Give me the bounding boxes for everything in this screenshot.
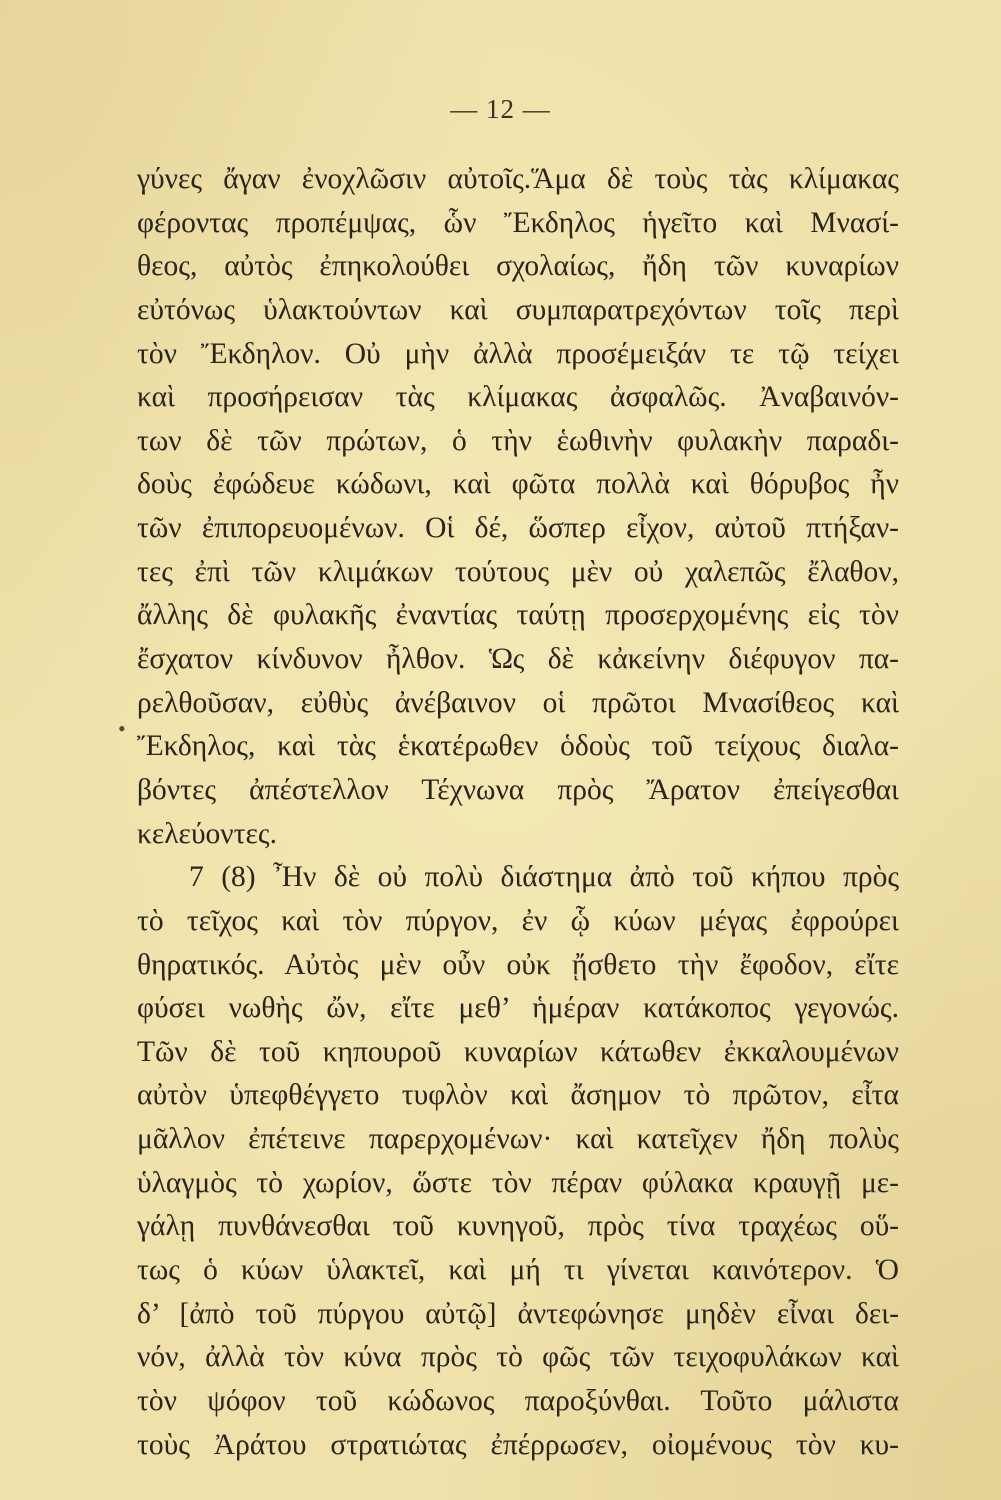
text-line: μᾶλλον ἐπέτεινε παρερχομένων· καὶ κατεῖχεν ἤδη πολὺς <box>137 1123 899 1156</box>
text-line: τῶν ἐπιπορευομένων. Οἱ δέ, ὥσπερ εἶχον, αὐτοῦ πτήξαν- <box>137 512 899 545</box>
text-line: βόντες ἀπέστελλον Τέχνωνα πρὸς Ἄρατον ἐπείγεσθαι <box>137 773 899 806</box>
text-line: τες ἐπὶ τῶν κλιμάκων τούτους μὲν οὐ χαλεπῶς ἔλαθον, <box>137 555 899 588</box>
text-line: γύνες ἄγαν ἐνοχλῶσιν αὐτοῖς.Ἅμα δὲ τοὺς τὰς κλίμακας <box>137 163 899 195</box>
text-line: τὸν ψόφον τοῦ κώδωνος παροξύνθαι. Τοῦτο μάλιστα <box>137 1384 899 1417</box>
text-line: γάλῃ πυνθάνεσθαι τοῦ κυνηγοῦ, πρὸς τίνα τραχέως οὕ- <box>137 1210 899 1243</box>
text-line: κελεύοντες. <box>137 817 277 850</box>
text-line: αὐτὸν ὑπεφθέγγετο τυφλὸν καὶ ἄσημον τὸ πρῶτον, εἶτα <box>137 1079 899 1112</box>
body-text <box>137 158 899 1467</box>
text-line: τὸ τεῖχος καὶ τὸν πύργον, ἐν ᾧ κύων μέγας ἐφρούρει <box>137 904 899 937</box>
text-line: φύσει νωθὴς ὤν, εἴτε μεθ’ ἡμέραν κατάκοπος γεγονώς. <box>137 992 899 1025</box>
text-line: δ’ [ἀπὸ τοῦ πύργου αὐτῷ] ἀντεφώνησε μηδὲν εἶναι δει- <box>137 1297 899 1330</box>
text-line: τοὺς Ἀράτου στρατιώτας ἐπέρρωσεν, οἰομένους τὸν κυ- <box>137 1428 899 1461</box>
text-line: τὸν Ἔκδηλον. Οὐ μὴν ἀλλὰ προσέμειξάν τε τῷ τείχει <box>137 337 899 370</box>
text-line: Τῶν δὲ τοῦ κηπουροῦ κυναρίων κάτωθεν ἐκκαλουμένων <box>137 1035 899 1068</box>
text-line: ἔσχατον κίνδυνον ἦλθον. Ὡς δὲ κἀκείνην διέφυγον πα- <box>137 643 899 676</box>
text-line: θεος, αὐτὸς ἐπηκολούθει σχολαίως, ἤδη τῶν κυναρίων <box>137 250 899 283</box>
text-line: ἄλλης δὲ φυλακῆς ἐναντίας ταύτῃ προσερχομένης εἰς τὸν <box>137 599 899 632</box>
text-line: καὶ προσήρεισαν τὰς κλίμακας ἀσφαλῶς. Ἀναβαινόν- <box>137 381 899 414</box>
text-line: ὑλαγμὸς τὸ χωρίον, ὥστε τὸν πέραν φύλακα κραυγῇ με- <box>137 1166 899 1199</box>
page-number: — 12 — <box>450 94 551 124</box>
text-line: τως ὁ κύων ὑλακτεῖ, καὶ μή τι γίνεται καινότερον. Ὁ <box>137 1254 899 1287</box>
text-line: Ἔκδηλος, καὶ τὰς ἑκατέρωθεν ὁδοὺς τοῦ τείχους διαλα- <box>137 730 899 763</box>
text-line: δοὺς ἐφώδευε κώδωνι, καὶ φῶτα πολλὰ καὶ θόρυβος ἦν <box>137 468 899 501</box>
text-line: των δὲ τῶν πρώτων, ὁ τὴν ἑωθινὴν φυλακὴν παραδι- <box>137 424 899 457</box>
text-line: ρελθοῦσαν, εὐθὺς ἀνέβαινον οἱ πρῶτοι Μνασίθεος καὶ <box>137 686 899 719</box>
text-line: εὐτόνως ὑλακτούντων καὶ συμπαρατρεχόντων τοῖς περὶ <box>137 293 899 326</box>
section-start-line: 7 (8) Ἦν δὲ οὐ πολὺ διάστημα ἀπὸ τοῦ κήπου πρὸς <box>189 861 899 894</box>
text-line: φέροντας προπέμψας, ὧν Ἔκδηλος ἡγεῖτο καὶ Μνασί- <box>137 206 899 239</box>
margin-mark: • <box>118 716 126 741</box>
text-line: νόν, ἀλλὰ τὸν κύνα πρὸς τὸ φῶς τῶν τειχοφυλάκων καὶ <box>137 1341 899 1374</box>
text-line: θηρατικός. Αὐτὸς μὲν οὖν οὐκ ᾔσθετο τὴν ἔφοδον, εἴτε <box>137 948 899 981</box>
